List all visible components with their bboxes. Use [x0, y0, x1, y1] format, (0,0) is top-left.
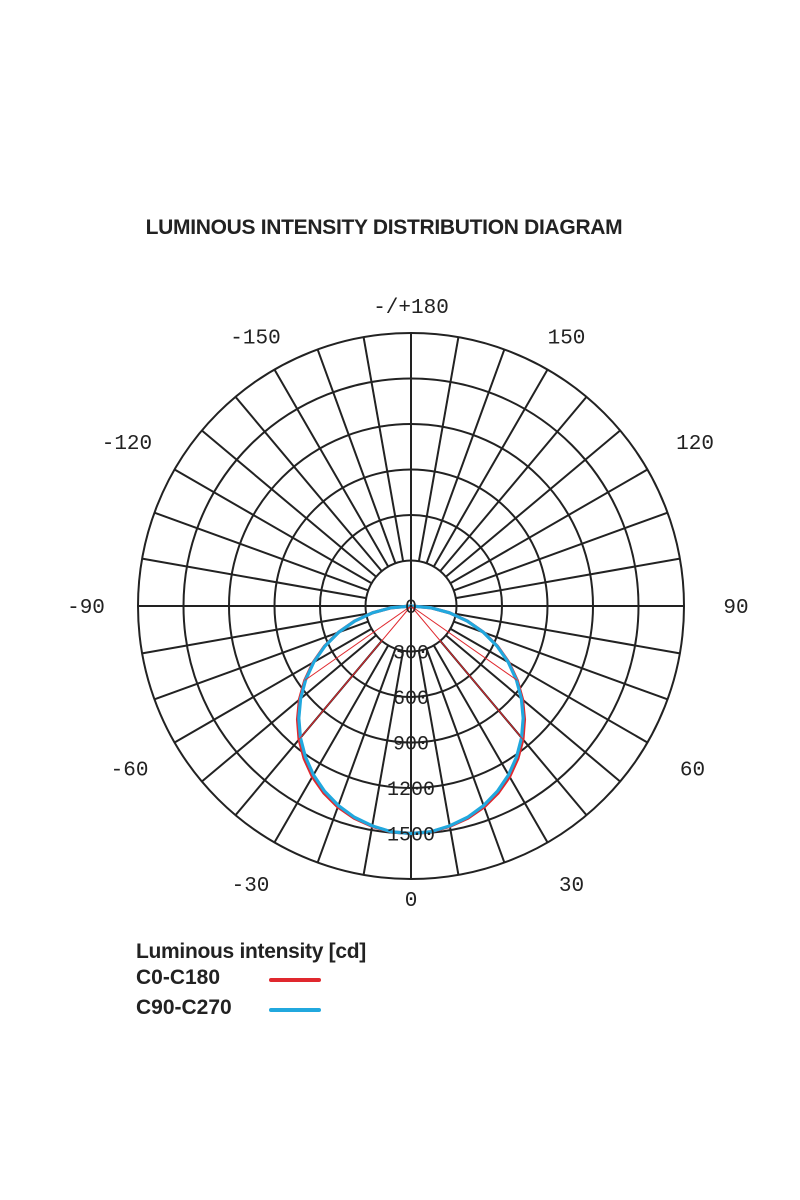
ring-label: 1500 — [386, 824, 436, 848]
angle-label: 90 — [723, 597, 749, 620]
angle-label: -120 — [101, 433, 153, 456]
angle-label: 30 — [558, 874, 585, 898]
grid-spoke — [446, 635, 620, 781]
legend-entry-c0-c180 — [136, 966, 436, 994]
ring-label: 300 — [392, 642, 430, 666]
legend-label: C90-C270 — [136, 996, 232, 1019]
legend-label: C0-C180 — [136, 966, 221, 989]
grid-spoke — [446, 431, 620, 577]
angle-label: -/+180 — [373, 297, 449, 320]
legend-title: Luminous intensity [cd] — [136, 940, 366, 963]
grid-spoke — [202, 635, 376, 781]
angle-label: -150 — [230, 327, 281, 351]
legend-swatch-red — [269, 978, 321, 982]
legend — [136, 940, 436, 1024]
grid-spoke — [440, 397, 586, 571]
angle-label: 150 — [547, 327, 586, 351]
angle-label: 60 — [679, 759, 706, 783]
legend-entry-c90-c270 — [136, 996, 436, 1024]
grid-spoke — [202, 431, 376, 577]
angle-label: 120 — [676, 433, 714, 456]
legend-swatch-blue — [269, 1008, 321, 1012]
chart-title: LUMINOUS INTENSITY DISTRIBUTION DIAGRAM — [145, 216, 623, 239]
angle-label: -90 — [67, 597, 105, 620]
angle-label: 0 — [404, 890, 418, 913]
angle-label: -60 — [110, 759, 149, 783]
ring-label: 900 — [392, 733, 430, 757]
angle-label: -30 — [231, 874, 270, 898]
ring-label: 1200 — [386, 779, 436, 802]
grid-spoke — [236, 397, 382, 571]
ring-label: 600 — [392, 688, 430, 711]
ring-label: 0 — [404, 597, 418, 620]
